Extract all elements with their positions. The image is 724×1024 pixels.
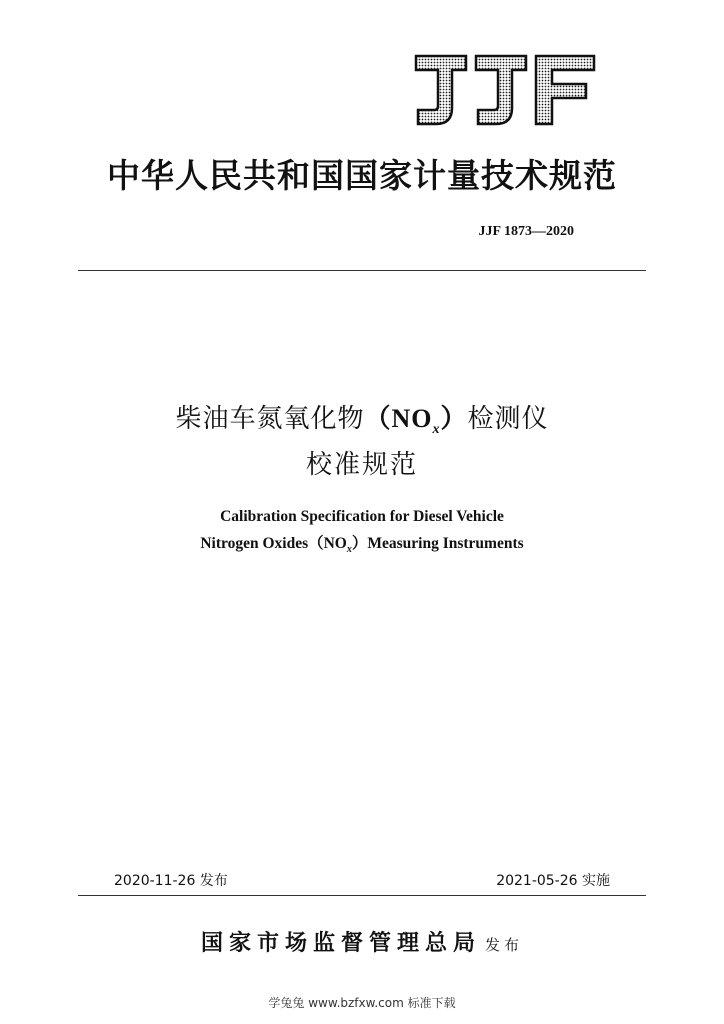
cn-title-prefix: 柴油车氮氧化物 [175, 404, 365, 434]
implementation-date: 2021-05-26 实施 [496, 873, 610, 889]
en-title-line1: Calibration Specification for Diesel Vehicle [220, 508, 504, 525]
formula-open: （NO [364, 404, 433, 433]
formula-close: ） [440, 404, 468, 433]
svg-text:JJF: JJF [412, 52, 414, 53]
cn-title-line2: 校准规范 [305, 450, 418, 480]
en-title-suffix: ）Measuring Instruments [351, 535, 524, 552]
standard-number: JJF 1873—2020 [478, 224, 574, 239]
cn-title-line1 [0, 398, 724, 438]
publisher-name: 国家市场监督管理总局 [200, 930, 481, 956]
formula-subscript: x [432, 422, 441, 438]
publisher-suffix: 发布 [485, 936, 524, 954]
en-title-prefix: Nitrogen Oxides（NO [200, 535, 347, 552]
issue-date: 2020-11-26 发布 [114, 873, 228, 889]
en-formula-subscript: x [346, 544, 352, 556]
jjf-logo [412, 52, 598, 128]
bottom-divider [78, 895, 646, 896]
cn-title-suffix: 检测仪 [467, 404, 549, 434]
country-title: 中华人民共和国国家计量技术规范 [107, 156, 617, 195]
watermark: 学兔兔 www.bzfxw.com 标准下载 [268, 996, 456, 1010]
en-title-line2 [0, 531, 724, 555]
top-divider [78, 270, 646, 271]
publisher [0, 926, 724, 957]
